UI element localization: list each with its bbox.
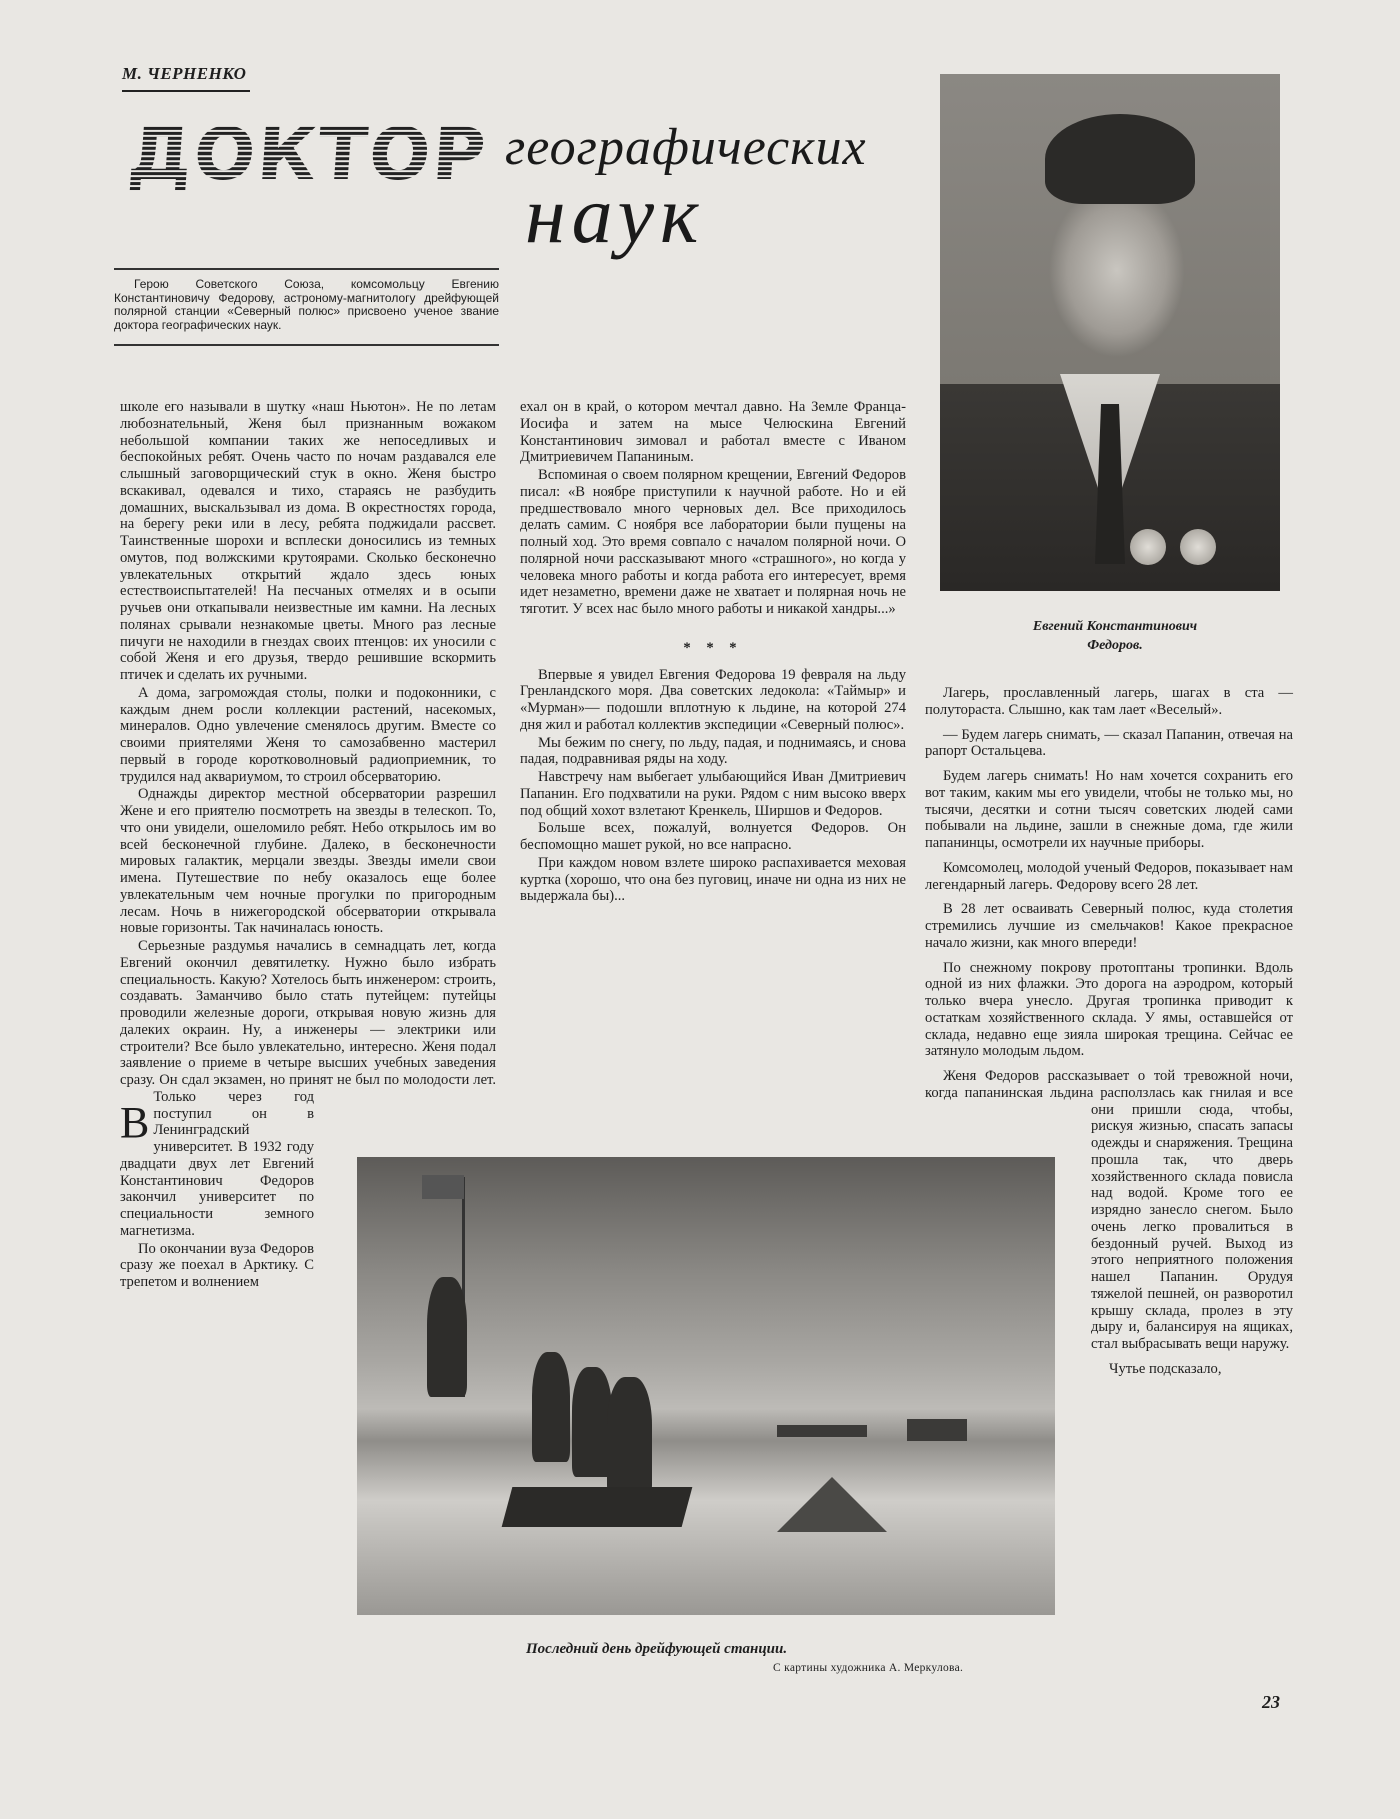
flag (422, 1175, 464, 1199)
paragraph: Вспоминая о своем полярном крещении, Евгений Федоров писал: «В ноябре приступили к научной работе. Но и ей предшествовало много черновых дел. Все приходилось делать самим. С ноября все лаборатории были пущены на полный ход. Это время совпало с началом полярной ночи. О полярной ночи рассказывают много «страшного», но когда у человека много работы и когда работа его интересует, время идет незаметно, времени даже не хватает и полярная ночь не тяготит. У всех нас было много работы и никакой хандры...» (520, 467, 906, 617)
painting-credit: С картины художника А. Меркулова. (773, 1662, 964, 1674)
author-byline: М. ЧЕРНЕНКО (122, 64, 250, 92)
paragraph: По окончании вуза Федоров сразу же поехал в Арктику. С трепетом и волнением (120, 1240, 314, 1290)
portrait-caption-line1: Евгений Константинович (1032, 619, 1198, 634)
painting-illustration (357, 1157, 1055, 1615)
figure (427, 1277, 467, 1397)
paragraph: Однажды директор местной обсерватории разрешил Жене и его приятелю посмотреть на звезды в телескоп. То, что они увидели, ошеломило ребят. Небо открылось им во всей бесконечной глубине. Далеко, в бесконечности мировых галактик, мерцали звезды. Звезды имели свои имена. Путешествие по небу оказалось еще более увлекательным чем ночные прогулки по пригородным лесам. Ночь в нижегородской обсерватории открывала новые горизонты. Так начиналась юность. (120, 786, 496, 937)
medal-icon (1180, 529, 1216, 565)
paragraph: Впервые я увидел Евгения Федорова 19 февраля на льду Гренландского моря. Два советских ледокола: «Таймыр» и «Мурман»— подошли вплотную к льдине, на которой 274 дня жил и работал коллектив экспедиции «Северный полюс». (520, 666, 906, 733)
tent (777, 1477, 887, 1532)
portrait-caption (990, 617, 1240, 655)
headline-main: ДОКТОР (125, 112, 491, 196)
paragraph: Будем лагерь снимать! Но нам хочется сохранить его вот таким, каким мы его увидели, чтобы не только мы, но тысячи, десятки и сотни тысяч советских людей сами побывали на льдине, зашли в снежные дома, где жили папанинцы, осмотрели их научные приборы. (925, 768, 1293, 851)
portrait-hair (1045, 114, 1195, 204)
medal-icon (1130, 529, 1166, 565)
paragraph: В 28 лет осваивать Северный полюс, куда столетия стремились лучшие из смельчаков! Какое прекрасное начало жизни, как много впереди! (925, 901, 1293, 951)
painting-caption: Последний день дрейфующей станции. (526, 1641, 788, 1657)
paragraph: Комсомолец, молодой ученый Федоров, показывает нам легендарный лагерь. Федорову всего 28 лет. (925, 859, 1293, 893)
paragraph: Больше всех, пожалуй, волнуется Федоров. Он беспомощно машет рукой, но все напрасно. (520, 820, 906, 853)
figure (572, 1367, 612, 1477)
icebreaker-ship (777, 1425, 867, 1437)
paragraph: ехал он в край, о котором мечтал давно. На Земле Франца-Иосифа и затем на мысе Челюскина Евгений Константинович зимовал и работал вместе с Иваном Дмитриевичем Папаниным. (520, 399, 906, 466)
paragraph: А дома, загромождая столы, полки и подоконники, с каждым днем росли коллекции растений, насекомых, минералов. Одно увлечение сменялось другим. Вместе со своими приятелями Женя то самозабвенно мастерил первый в городе коротковолновый радиоприемник, то трудился над аквариумом, то строил обсерваторию. (120, 684, 496, 785)
page-number: 23 (1262, 1692, 1280, 1712)
paragraph: Навстречу нам выбегает улыбающийся Иван Дмитриевич Папанин. Его подхватили на руки. Рядом с ним высоко вверх под общий хохот взлетают Кренкель, Ширшов и Федоров. (520, 769, 906, 819)
drop-cap: В (120, 1098, 150, 1147)
paragraph: Чутье подсказало, (1109, 1360, 1222, 1377)
figure (607, 1377, 652, 1497)
sled (502, 1487, 693, 1527)
lead-text: Герою Советского Союза, комсомольцу Евгению Константиновичу Федорову, астроному-магнитологу дрейфующей полярной станции «Северный полюс» присвоено ученое звание доктора географических наук. (114, 277, 499, 332)
paragraph: Женя Федоров рассказывает о той тревожной ночи, когда папанинская льдина расползлась как гнилая и все они пришли сюда, чтобы, рискуя жизнью, спасать запасы одежды и снаряжения. Трещина прошла так, что дверь хозяйственного склада повисла над водой. Кроме того ее изрядно занесло снегом. Было очень легко провалиться в бездонный ручей. Выход из этого неприятного положения нашел Папанин. Орудуя тяжелой пешней, он разворотил крышу склада, пролез в эту дыру и, балансируя на ящиках, стал выбрасывать вещи наружу. (925, 1068, 1293, 1352)
article-column-2 (520, 399, 906, 906)
paragraph: Мы бежим по снегу, по льду, падая, и поднимаясь, и снова падая, подравнивая ряды на ходу. (520, 734, 906, 768)
paragraph: Серьезные раздумья начались в семнадцать лет, когда Евгений окончил девятилетку. Нужно было избрать специальность. Какую? Хотелось быть инженером: строить, создавать. Заманчиво было стать путейцем: путейцы проводили железные дороги, открывая новую жизнь для далеких окраин. Ну, а инженеры — электрики или строители? Все было увлекательно, интересно. Женя подал заявление о приеме в четыре высших учебных заведения сразу. Он сдал экзамен, но принят не был по молодости лет. Только через год поступил он в Ленинградский университет. В 1932 году двадцати двух лет Евгений Константинович Федоров закончил университет по специальности земного магнетизма. (120, 938, 496, 1239)
paragraph: По снежному покрову протоптаны тропинки. Вдоль одной из них флажки. Это дорога на аэродром, который только вчера унесло. Другая тропинка приводит к остаткам хозяйственного склада. У ямы, оставшейся от склада, недавно еще зияла широкая трещина. Сейчас ее затянуло молодым льдом. (925, 959, 1293, 1060)
paragraph: Лагерь, прославленный лагерь, шагах в ста — полутораста. Слышно, как там лает «Веселый». (925, 685, 1293, 718)
lead-box (114, 268, 499, 346)
paragraph: — Будем лагерь снимать, — сказал Папанин, отвечая на рапорт Остальцева. (925, 726, 1293, 760)
portrait-caption-line2: Федоров. (1087, 638, 1143, 653)
figure (532, 1352, 570, 1462)
portrait-photo (940, 74, 1280, 591)
icebreaker-ship (907, 1419, 967, 1441)
section-separator: * * * (683, 639, 743, 656)
paragraph: При каждом новом взлете широко распахивается меховая куртка (хорошо, что она без пуговиц, иначе ни одна из них не выдержала бы)... (520, 854, 906, 905)
headline-script-line2: наук (525, 169, 705, 260)
headline-script-line1: географических (505, 119, 867, 176)
paragraph: В школе его называли в шутку «наш Ньютон». Не по летам любознательный, Женя был признанным вожаком небольшой компании таких же непоседливых и беспокойных ребят. Очень часто по ночам раздавался еле слышный заговорщический стук в окно. Женя быстро вскакивал, одевался и тихо, стараясь не разбудить домашних, выскальзывал из дома. В окрестностях города, на берегу реки или в лесу, ребята поджидали рассвет. Таинственные шорохи и всплески доносились из темных омутов, под волжскими крутоярами. Сколько бесконечно увлекательных открытий ждало здесь юных естествоиспытателей! На песчаных отмелях и в осыпи ручьев они откапывали неизвестные им камни. На лесных полянах срывали незнакомые цветы. Много раз лесные пичуги не находили в гнездах своих птенцов: их уносили с собой Женя и его друзья, твердо решившие вскормить птичек и сделать их ручными. (120, 399, 496, 1147)
